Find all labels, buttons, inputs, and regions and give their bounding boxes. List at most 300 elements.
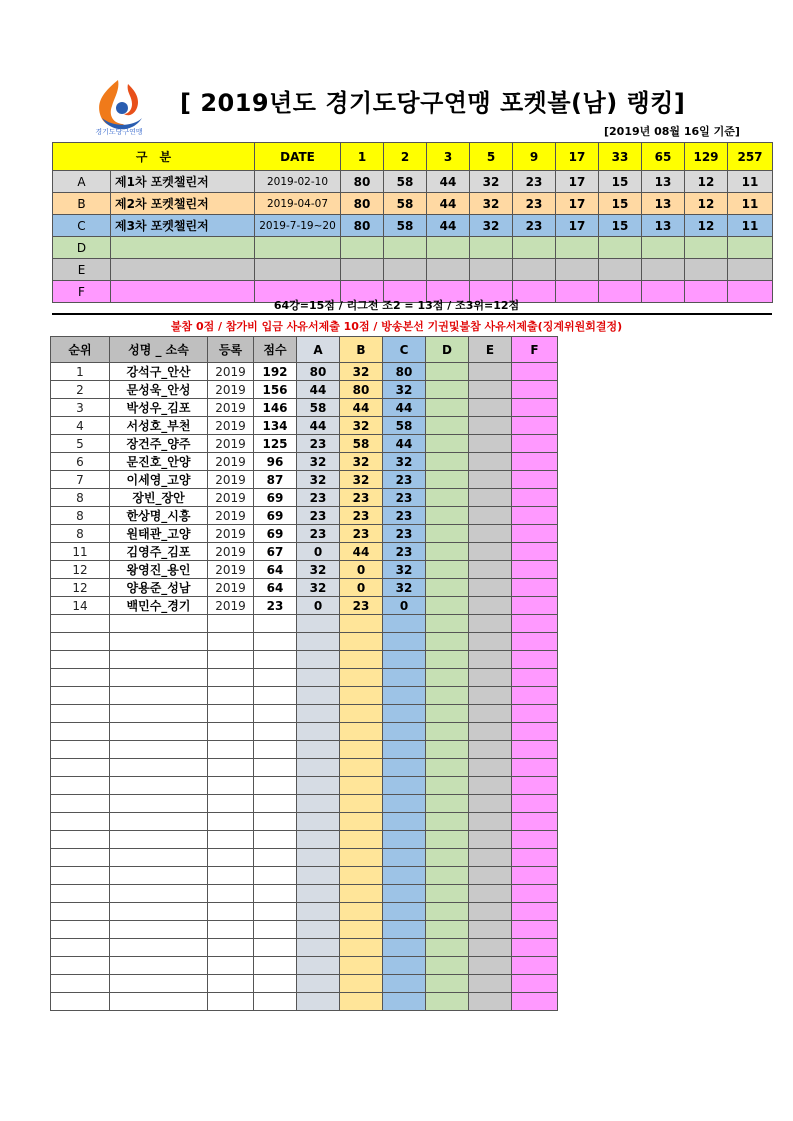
event-points: 44 xyxy=(427,171,470,193)
ranking-a: 23 xyxy=(297,525,340,543)
ranking-rank xyxy=(51,723,110,741)
table-row xyxy=(51,507,558,525)
event-date xyxy=(255,237,341,259)
ranking-a: 0 xyxy=(297,543,340,561)
ranking-e xyxy=(469,579,512,597)
ranking-name: 원태관_고양 xyxy=(110,525,208,543)
ranking-reg xyxy=(208,777,254,795)
table-row xyxy=(51,975,558,993)
ranking-e xyxy=(469,399,512,417)
ranking-e xyxy=(469,615,512,633)
ranking-score xyxy=(254,903,297,921)
event-points: 13 xyxy=(642,215,685,237)
ranking-score: 87 xyxy=(254,471,297,489)
event-points xyxy=(513,259,556,281)
ranking-e xyxy=(469,831,512,849)
ranking-score xyxy=(254,741,297,759)
event-row xyxy=(53,193,773,215)
ranking-c: 0 xyxy=(383,597,426,615)
ranking-e xyxy=(469,471,512,489)
ranking-b xyxy=(340,831,383,849)
ranking-f xyxy=(512,867,558,885)
event-points: 15 xyxy=(599,171,642,193)
event-points: 12 xyxy=(685,171,728,193)
ranking-f xyxy=(512,597,558,615)
ranking-b: 23 xyxy=(340,489,383,507)
ranking-score: 96 xyxy=(254,453,297,471)
table-row xyxy=(51,885,558,903)
ranking-name xyxy=(110,633,208,651)
ranking-a: 23 xyxy=(297,489,340,507)
ranking-b: 32 xyxy=(340,453,383,471)
event-code: D xyxy=(53,237,111,259)
table-row xyxy=(51,687,558,705)
ranking-reg xyxy=(208,759,254,777)
ranking-e xyxy=(469,363,512,381)
ranking-reg xyxy=(208,615,254,633)
ranking-a: 0 xyxy=(297,597,340,615)
ranking-rank xyxy=(51,615,110,633)
event-points xyxy=(341,259,384,281)
table-row xyxy=(51,669,558,687)
ranking-name xyxy=(110,993,208,1011)
event-points: 32 xyxy=(470,215,513,237)
event-name: 제3차 포켓챌린저 xyxy=(111,215,255,237)
ranking-c xyxy=(383,885,426,903)
ranking-a: 58 xyxy=(297,399,340,417)
ranking-f xyxy=(512,561,558,579)
ranking-c xyxy=(383,957,426,975)
ranking-a xyxy=(297,777,340,795)
ranking-a xyxy=(297,795,340,813)
ranking-b: 44 xyxy=(340,399,383,417)
event-points: 13 xyxy=(642,171,685,193)
ranking-name xyxy=(110,957,208,975)
events-header-cell: 1 xyxy=(341,143,384,171)
ranking-f xyxy=(512,507,558,525)
ranking-d xyxy=(426,867,469,885)
ranking-c xyxy=(383,867,426,885)
ranking-reg xyxy=(208,723,254,741)
ranking-f xyxy=(512,849,558,867)
ranking-e xyxy=(469,903,512,921)
ranking-e xyxy=(469,381,512,399)
ranking-rank xyxy=(51,633,110,651)
table-row xyxy=(51,435,558,453)
ranking-name: 왕영진_용인 xyxy=(110,561,208,579)
ranking-rank: 7 xyxy=(51,471,110,489)
event-points xyxy=(642,237,685,259)
ranking-f xyxy=(512,579,558,597)
table-row xyxy=(51,813,558,831)
ranking-d xyxy=(426,435,469,453)
ranking-d xyxy=(426,543,469,561)
ranking-b xyxy=(340,705,383,723)
ranking-f xyxy=(512,381,558,399)
ranking-score xyxy=(254,921,297,939)
ranking-d xyxy=(426,705,469,723)
ranking-c xyxy=(383,759,426,777)
event-points xyxy=(384,259,427,281)
ranking-f xyxy=(512,741,558,759)
table-row xyxy=(51,543,558,561)
ranking-rank xyxy=(51,885,110,903)
ranking-name xyxy=(110,723,208,741)
ranking-a xyxy=(297,651,340,669)
ranking-b xyxy=(340,813,383,831)
ranking-d xyxy=(426,795,469,813)
ranking-rank: 3 xyxy=(51,399,110,417)
ranking-reg: 2019 xyxy=(208,435,254,453)
ranking-d xyxy=(426,633,469,651)
event-points xyxy=(685,259,728,281)
ranking-name xyxy=(110,849,208,867)
ranking-header-cell: A xyxy=(297,337,340,363)
table-row xyxy=(51,777,558,795)
ranking-c: 32 xyxy=(383,579,426,597)
ranking-b: 32 xyxy=(340,417,383,435)
ranking-rank xyxy=(51,741,110,759)
table-row xyxy=(51,867,558,885)
event-points: 32 xyxy=(470,193,513,215)
ranking-a: 32 xyxy=(297,561,340,579)
ranking-a xyxy=(297,921,340,939)
ranking-score: 64 xyxy=(254,579,297,597)
event-code: C xyxy=(53,215,111,237)
ranking-e xyxy=(469,777,512,795)
ranking-score xyxy=(254,705,297,723)
ranking-a xyxy=(297,723,340,741)
ranking-c: 44 xyxy=(383,399,426,417)
ranking-name xyxy=(110,939,208,957)
event-points xyxy=(728,259,773,281)
ranking-score xyxy=(254,633,297,651)
ranking-a xyxy=(297,705,340,723)
ranking-c xyxy=(383,975,426,993)
ranking-b xyxy=(340,939,383,957)
ranking-reg: 2019 xyxy=(208,579,254,597)
table-row xyxy=(51,381,558,399)
ranking-score: 64 xyxy=(254,561,297,579)
event-points: 23 xyxy=(513,215,556,237)
table-row xyxy=(51,849,558,867)
event-points: 80 xyxy=(341,215,384,237)
event-code: E xyxy=(53,259,111,281)
ranking-score: 134 xyxy=(254,417,297,435)
ranking-f xyxy=(512,633,558,651)
ranking-score xyxy=(254,651,297,669)
event-points xyxy=(685,237,728,259)
ranking-a xyxy=(297,831,340,849)
ranking-c: 58 xyxy=(383,417,426,435)
ranking-e xyxy=(469,885,512,903)
ranking-b xyxy=(340,885,383,903)
ranking-header-cell: 점수 xyxy=(254,337,297,363)
ranking-name: 박성우_김포 xyxy=(110,399,208,417)
ranking-c xyxy=(383,831,426,849)
table-row xyxy=(51,453,558,471)
ranking-rank: 12 xyxy=(51,579,110,597)
ranking-b: 44 xyxy=(340,543,383,561)
ranking-c xyxy=(383,723,426,741)
ranking-name: 양용준_성남 xyxy=(110,579,208,597)
ranking-table xyxy=(50,336,558,1011)
table-row xyxy=(51,525,558,543)
ranking-f xyxy=(512,417,558,435)
ranking-score: 69 xyxy=(254,489,297,507)
ranking-reg: 2019 xyxy=(208,363,254,381)
ranking-f xyxy=(512,831,558,849)
ranking-score xyxy=(254,885,297,903)
ranking-f xyxy=(512,975,558,993)
ranking-a xyxy=(297,975,340,993)
ranking-a xyxy=(297,669,340,687)
ranking-name: 백민수_경기 xyxy=(110,597,208,615)
ranking-c: 23 xyxy=(383,525,426,543)
ranking-c xyxy=(383,651,426,669)
ranking-d xyxy=(426,561,469,579)
ranking-a xyxy=(297,615,340,633)
ranking-name xyxy=(110,885,208,903)
ranking-e xyxy=(469,957,512,975)
event-points: 12 xyxy=(685,193,728,215)
ranking-e xyxy=(469,543,512,561)
ranking-score xyxy=(254,777,297,795)
events-points-table xyxy=(52,142,773,303)
ranking-e xyxy=(469,705,512,723)
ranking-rank xyxy=(51,849,110,867)
ranking-rank: 1 xyxy=(51,363,110,381)
ranking-name: 문진호_안양 xyxy=(110,453,208,471)
ranking-f xyxy=(512,777,558,795)
events-header-cell: 65 xyxy=(642,143,685,171)
ranking-f xyxy=(512,363,558,381)
ranking-d xyxy=(426,381,469,399)
ranking-name xyxy=(110,759,208,777)
ranking-b xyxy=(340,903,383,921)
event-date xyxy=(255,259,341,281)
ranking-score: 67 xyxy=(254,543,297,561)
event-points xyxy=(427,237,470,259)
ranking-a xyxy=(297,993,340,1011)
table-row xyxy=(51,651,558,669)
ranking-rank: 8 xyxy=(51,489,110,507)
ranking-header-cell: 순위 xyxy=(51,337,110,363)
ranking-c: 23 xyxy=(383,471,426,489)
event-date: 2019-04-07 xyxy=(255,193,341,215)
ranking-d xyxy=(426,669,469,687)
ranking-c: 23 xyxy=(383,507,426,525)
ranking-d xyxy=(426,957,469,975)
table-row xyxy=(51,489,558,507)
event-points: 44 xyxy=(427,193,470,215)
ranking-b xyxy=(340,777,383,795)
ranking-d xyxy=(426,993,469,1011)
ranking-rank: 14 xyxy=(51,597,110,615)
ranking-d xyxy=(426,597,469,615)
event-points: 12 xyxy=(685,215,728,237)
divider xyxy=(52,313,772,315)
ranking-d xyxy=(426,759,469,777)
ranking-d xyxy=(426,939,469,957)
as-of-date: [2019년 08월 16일 기준] xyxy=(604,125,740,138)
page-title: [ 2019년도 경기도당구연맹 포켓볼(남) 랭킹] xyxy=(180,89,686,117)
ranking-score xyxy=(254,687,297,705)
event-name: 제2차 포켓챌린저 xyxy=(111,193,255,215)
table-row xyxy=(51,921,558,939)
ranking-a xyxy=(297,741,340,759)
ranking-e xyxy=(469,489,512,507)
ranking-b xyxy=(340,687,383,705)
ranking-c: 32 xyxy=(383,561,426,579)
ranking-header-cell: B xyxy=(340,337,383,363)
event-points: 15 xyxy=(599,193,642,215)
ranking-b xyxy=(340,867,383,885)
ranking-d xyxy=(426,903,469,921)
table-row xyxy=(51,831,558,849)
ranking-e xyxy=(469,687,512,705)
ranking-rank xyxy=(51,651,110,669)
ranking-f xyxy=(512,957,558,975)
ranking-a xyxy=(297,687,340,705)
ranking-score xyxy=(254,795,297,813)
table-row xyxy=(51,579,558,597)
event-points: 13 xyxy=(642,193,685,215)
ranking-name: 문성욱_안성 xyxy=(110,381,208,399)
ranking-a xyxy=(297,759,340,777)
ranking-f xyxy=(512,489,558,507)
table-row xyxy=(51,399,558,417)
ranking-f xyxy=(512,471,558,489)
ranking-b: 0 xyxy=(340,579,383,597)
ranking-c xyxy=(383,993,426,1011)
ranking-c xyxy=(383,777,426,795)
ranking-e xyxy=(469,669,512,687)
events-header-cell: 3 xyxy=(427,143,470,171)
ranking-reg xyxy=(208,651,254,669)
table-row xyxy=(51,705,558,723)
event-points: 11 xyxy=(728,215,773,237)
ranking-rank xyxy=(51,759,110,777)
ranking-d xyxy=(426,651,469,669)
ranking-b: 58 xyxy=(340,435,383,453)
table-row xyxy=(51,615,558,633)
ranking-rank: 12 xyxy=(51,561,110,579)
ranking-name: 장건주_양주 xyxy=(110,435,208,453)
ranking-b: 23 xyxy=(340,507,383,525)
ranking-e xyxy=(469,975,512,993)
logo-caption: 경기도당구연맹 xyxy=(95,128,143,136)
ranking-f xyxy=(512,651,558,669)
ranking-c: 32 xyxy=(383,381,426,399)
ranking-name xyxy=(110,867,208,885)
ranking-b xyxy=(340,615,383,633)
ranking-rank xyxy=(51,687,110,705)
ranking-name: 강석구_안산 xyxy=(110,363,208,381)
ranking-f xyxy=(512,687,558,705)
event-points xyxy=(341,237,384,259)
ranking-reg xyxy=(208,957,254,975)
ranking-a: 32 xyxy=(297,579,340,597)
ranking-score xyxy=(254,615,297,633)
event-date: 2019-02-10 xyxy=(255,171,341,193)
ranking-reg: 2019 xyxy=(208,525,254,543)
ranking-c: 23 xyxy=(383,489,426,507)
ranking-b: 0 xyxy=(340,561,383,579)
ranking-score: 69 xyxy=(254,525,297,543)
ranking-score: 156 xyxy=(254,381,297,399)
table-row xyxy=(51,903,558,921)
ranking-rank xyxy=(51,777,110,795)
ranking-rank: 11 xyxy=(51,543,110,561)
ranking-f xyxy=(512,435,558,453)
event-code: A xyxy=(53,171,111,193)
events-header-cell: 33 xyxy=(599,143,642,171)
ranking-reg xyxy=(208,705,254,723)
ranking-rank: 6 xyxy=(51,453,110,471)
ranking-reg xyxy=(208,687,254,705)
ranking-reg xyxy=(208,669,254,687)
ranking-c xyxy=(383,669,426,687)
ranking-a xyxy=(297,867,340,885)
ranking-d xyxy=(426,885,469,903)
ranking-reg: 2019 xyxy=(208,489,254,507)
ranking-d xyxy=(426,525,469,543)
ranking-d xyxy=(426,849,469,867)
event-points xyxy=(470,237,513,259)
ranking-f xyxy=(512,543,558,561)
ranking-d xyxy=(426,363,469,381)
event-points: 80 xyxy=(341,193,384,215)
ranking-c xyxy=(383,813,426,831)
ranking-f xyxy=(512,813,558,831)
event-points xyxy=(470,259,513,281)
ranking-reg: 2019 xyxy=(208,507,254,525)
ranking-f xyxy=(512,705,558,723)
ranking-name xyxy=(110,921,208,939)
event-points xyxy=(556,237,599,259)
ranking-f xyxy=(512,615,558,633)
ranking-d xyxy=(426,975,469,993)
ranking-name: 서성호_부천 xyxy=(110,417,208,435)
ranking-b xyxy=(340,993,383,1011)
ranking-e xyxy=(469,993,512,1011)
ranking-a: 80 xyxy=(297,363,340,381)
ranking-c xyxy=(383,939,426,957)
ranking-reg xyxy=(208,813,254,831)
ranking-name xyxy=(110,777,208,795)
ranking-f xyxy=(512,921,558,939)
ranking-e xyxy=(469,651,512,669)
ranking-rank xyxy=(51,795,110,813)
ranking-d xyxy=(426,813,469,831)
event-points: 17 xyxy=(556,193,599,215)
ranking-reg xyxy=(208,633,254,651)
ranking-reg: 2019 xyxy=(208,453,254,471)
ranking-score: 146 xyxy=(254,399,297,417)
table-row xyxy=(51,597,558,615)
ranking-e xyxy=(469,633,512,651)
ranking-d xyxy=(426,831,469,849)
event-points: 58 xyxy=(384,171,427,193)
events-header-cell: 9 xyxy=(513,143,556,171)
ranking-b xyxy=(340,633,383,651)
ranking-b: 23 xyxy=(340,525,383,543)
ranking-reg: 2019 xyxy=(208,543,254,561)
ranking-a xyxy=(297,813,340,831)
ranking-name xyxy=(110,813,208,831)
ranking-a: 44 xyxy=(297,417,340,435)
